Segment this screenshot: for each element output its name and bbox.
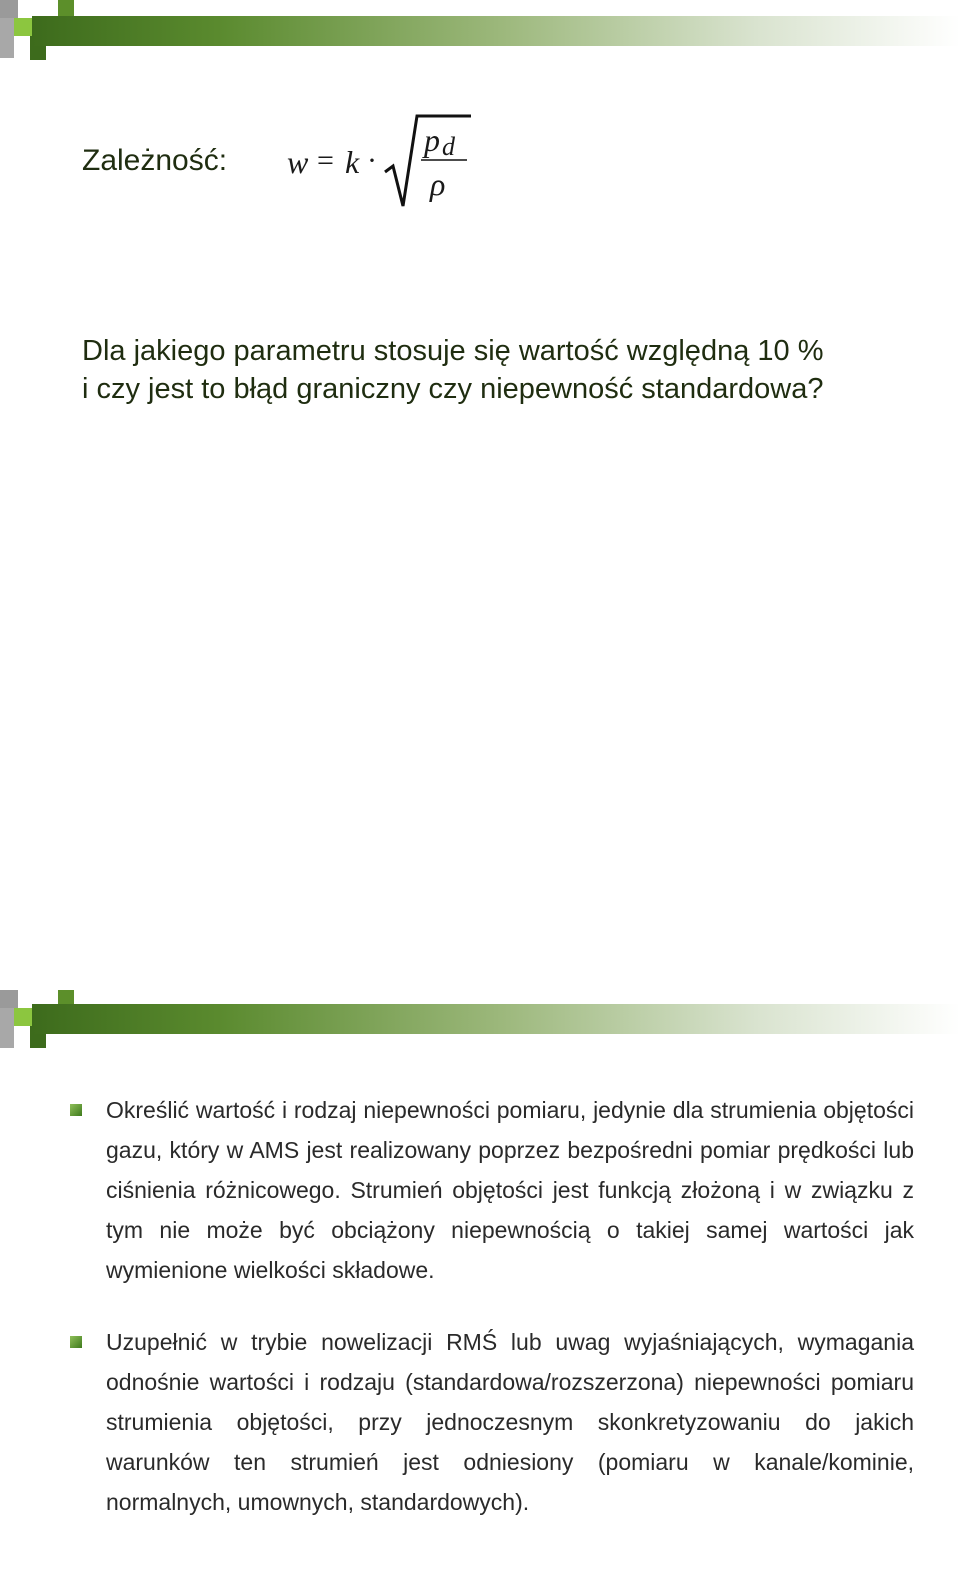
- header-square-gray-mid: [0, 1008, 14, 1048]
- header-square-gray-mid: [0, 18, 14, 58]
- bullet-text: Uzupełnić w trybie nowelizacji RMŚ lub uwag wyjaśniających, wymagania odnośnie wartości i rodzaju (standardowa/rozszerzona) niepewności pomiaru strumienia objętości, przy jednoczesnym skonkretyzowaniu do jakich warunków ten strumień jest odniesiony (pomiaru w kanale/kominie, normalnych, umownych, standardowych).: [106, 1329, 914, 1515]
- bullet-text: Określić wartość i rodzaj niepewności pomiaru, jedynie dla strumienia objętości gazu, który w AMS jest realizowany poprzez bezpośredni pomiar prędkości lub ciśnienia różnicowego. Strumień objętości jest funkcją złożoną i w związku z tym nie może być obciążony niepewnością o takiej samej wartości jak wymienione wielkości składowe.: [106, 1097, 914, 1283]
- bullet-item: [68, 1322, 914, 1522]
- bullet-square-icon: [70, 1104, 82, 1116]
- slide-header-decoration: [0, 990, 960, 1050]
- formula-numerator-subscript: d: [442, 132, 455, 161]
- question-line-2: i czy jest to błąd graniczny czy niepewność standardowa?: [82, 373, 824, 405]
- header-square-light-green: [14, 1008, 32, 1026]
- formula-lhs: w: [287, 144, 309, 180]
- header-square-light-green: [14, 18, 32, 36]
- slide-2: [0, 990, 960, 1582]
- header-square-green-top: [58, 0, 74, 16]
- formula-coefficient: k: [345, 144, 360, 180]
- formula-equation: [287, 122, 487, 228]
- question-line-1: Dla jakiego parametru stosuje się wartość względną 10 %: [82, 335, 824, 367]
- header-gradient-bar: [32, 16, 960, 46]
- question-text: [82, 332, 942, 408]
- formula-equals: =: [317, 144, 334, 177]
- formula-label: Zależność:: [82, 144, 228, 177]
- bullet-item: [68, 1090, 914, 1290]
- bullet-list: [68, 1090, 914, 1554]
- formula-row: [82, 122, 782, 228]
- header-square-gray-top: [0, 0, 18, 18]
- formula-denominator: ρ: [430, 166, 446, 202]
- header-square-gray-top: [0, 990, 18, 1008]
- slide-header-decoration: [0, 0, 960, 60]
- header-gradient-bar: [32, 1004, 960, 1034]
- formula-numerator-base: p: [424, 122, 440, 158]
- bullet-square-icon: [70, 1336, 82, 1348]
- formula-dot: ·: [367, 144, 377, 177]
